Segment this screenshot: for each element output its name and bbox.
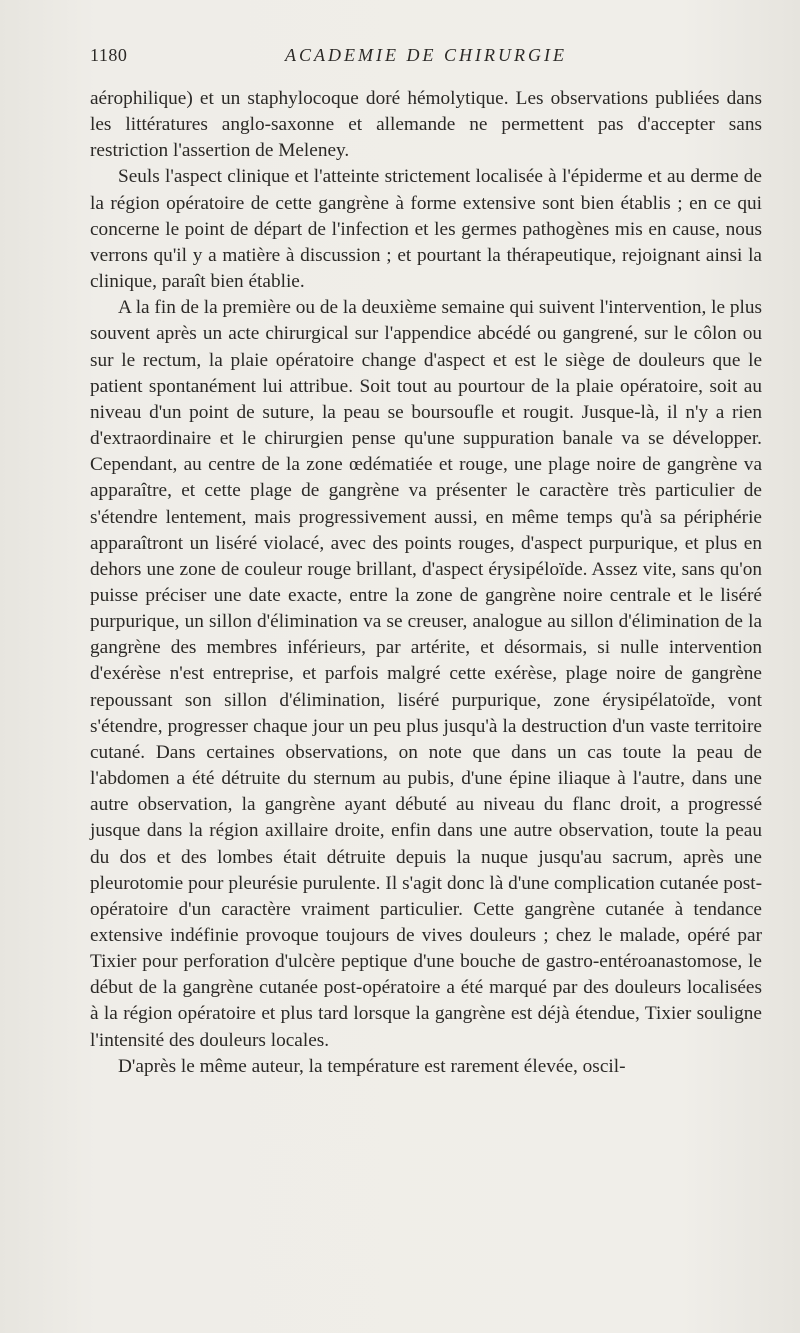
paragraph-temperature: D'après le même auteur, la température est rarement élevée, oscil- (118, 1055, 626, 1077)
paragraph-clinical-aspect: Seuls l'aspect clinique et l'atteinte strictement localisée à l'épiderme et au derme de la région opératoire de cette gangrène à forme extensive sont bien établis ; en ce qui concerne le point de départ de l'infection et les germes pathogènes mis en cause, nous verrons qu'il y a matière à discussion ; et pourtant la thérapeutique, rejoignant ainsi la clinique, paraît bien établie. (90, 166, 762, 293)
paragraph-evolution: A la fin de la première ou de la deuxième semaine qui suivent l'intervention, le plus souvent après un acte chirurgical sur l'appendice abcédé ou gangrené, sur le côlon ou sur le rectum, la plaie opératoire change d'aspect et est le siège de douleurs que le patient spontanément lui attribue. Soit tout au pourtour de la plaie opératoire, soit au niveau d'un point de suture, la peau se boursoufle et rougit. Jusque-là, il n'y a rien d'extraordinaire et le chirurgien pense qu'une suppuration banale va se développer. Cependant, au centre de la zone œdématiée et rouge, une plage noire de gangrène va apparaître, et cette plage de gangrène va présenter le caractère très particulier de s'étendre lentement, mais progressivement aussi, en même temps qu'à sa périphérie apparaîtront un liséré violacé, avec des points rouges, d'aspect purpurique, et plus en dehors une zone de couleur rouge brillant, d'aspect érysipéloïde. Assez vite, sans qu'on puisse préciser une date exacte, entre la zone de gangrène noire centrale et le liséré purpurique, un sillon d'élimination va se creuser, analogue au sillon d'élimination de la gangrène des membres inférieurs, par artérite, et désormais, si nulle intervention d'exérèse n'est entreprise, et parfois malgré cette exérèse, plage noire de gangrène repoussant son sillon d'élimination, liséré purpurique, zone érysipélatoïde, vont s'étendre, progresser chaque jour un peu plus jusqu'à la destruction d'un vaste territoire cutané. Dans certaines observations, on note que dans un cas toute la peau de l'abdomen a été détruite du sternum au pubis, d'une épine iliaque à l'autre, dans une autre observation, la gangrène ayant débuté au niveau du flanc droit, a progressé jusque dans la région axillaire droite, enfin dans une autre observation, toute la peau du dos et des lombes était détruite depuis la nuque jusqu'au sacrum, après une pleurotomie pour pleurésie purulente. Il s'agit donc là d'une complication cutanée post-opératoire d'un caractère vraiment particulier. Cette gangrène cutanée à tendance extensive indéfinie provoque toujours de vives douleurs ; chez le malade, opéré par Tixier pour perforation d'ulcère peptique d'une bouche de gastro-entéroanastomose, le début de la gangrène cutanée post-opératoire a été marqué par des douleurs localisées à la région opératoire et plus tard lorsque la gangrène est déjà étendue, Tixier souligne l'intensité des douleurs locales. (90, 297, 762, 1051)
page-header (90, 45, 762, 73)
body-text (90, 86, 762, 1080)
running-title: ACADEMIE DE CHIRURGIE (285, 45, 567, 65)
page-number: 1180 (90, 45, 128, 65)
paragraph-continuation: aérophilique) et un staphylocoque doré hémolytique. Les observations publiées dans les littératures anglo-saxonne et allemande ne permettent pas d'accepter sans restriction l'assertion de Meleney. (90, 88, 762, 162)
